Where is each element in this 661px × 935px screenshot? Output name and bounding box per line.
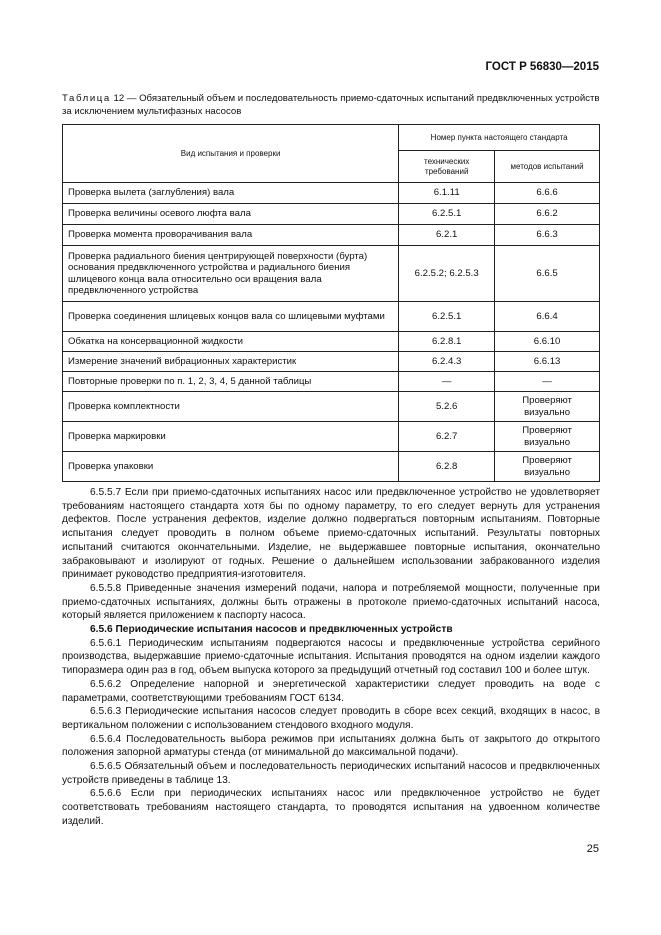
row-meth: 6.6.2	[495, 204, 600, 225]
row-req: 6.2.1	[399, 225, 495, 246]
row-name: Проверка радиального биения центрирующей поверхности (бурта) основания предвключенного устройства и радиального биения шлицевого конца вала относительно оси вращения вала предвключенного устройства	[63, 246, 399, 302]
row-name: Обкатка на консервационной жидкости	[63, 332, 399, 352]
caption-label: Таблица	[62, 93, 111, 104]
table-row	[63, 332, 600, 352]
row-meth: Проверяют визуально	[495, 422, 600, 452]
standard-number: ГОСТ Р 56830—2015	[485, 61, 599, 73]
row-meth: 6.6.4	[495, 302, 600, 332]
section-heading: 6.5.6 Периодические испытания насосов и предвключенных устройств	[90, 624, 453, 636]
paragraph: 6.5.6.6 Если при периодических испытаниях насос или предвключенное устройство не будет соответствовать требованиям настоящего стандарта, то проводятся испытания на удвоенном количестве изделий.	[62, 788, 600, 827]
paragraph: 6.5.6.1 Периодическим испытаниям подвергаются насосы и предвключенные устройства серийного производства, выдержавшие приемо-сдаточные испытания. Испытания проводятся на одном изделии каждого типоразмера один раз в год, объем выпуска которого за предыдущий отчетный год составил 100 и более штук.	[62, 637, 600, 677]
paragraph: 6.5.6.5 Обязательный объем и последовательность периодических испытаний насосов и предвключенных устройств приведены в таблице 13.	[62, 761, 600, 786]
col-header-group: Номер пункта настоящего стандарта	[399, 125, 600, 151]
row-req: 6.2.4.3	[399, 352, 495, 372]
col-header-req: технических требований	[399, 151, 495, 183]
row-name: Измерение значений вибрационных характеристик	[63, 352, 399, 372]
row-name: Проверка маркировки	[63, 422, 399, 452]
paragraph: 6.5.5.7 Если при приемо-сдаточных испытаниях насос или предвключенное устройство не удовлетворяет требованиям настоящего стандарта хотя бы по одному параметру, то его следует вернуть для устранения дефектов. После устранения дефектов, изделие должно подвергаться повторным испытаниям. Повторные испытания следует проводить в полном объеме приемо-сдаточных испытаний. Результаты повторных испытаний считаются окончательными. Изделие, не выдержавшее повторные испытания, окончательно забраковывают и изолируют от годных. Решение о дальнейшем использовании забракованного изделия принимает руководство предприятия-изготовителя.	[62, 487, 600, 581]
row-req: 6.2.5.1	[399, 302, 495, 332]
requirements-table	[62, 124, 600, 482]
col-header-test: Вид испытания и проверки	[63, 125, 399, 183]
row-name: Проверка момента проворачивания вала	[63, 225, 399, 246]
table-row	[63, 452, 600, 482]
row-name: Проверка соединения шлицевых концов вала со шлицевыми муфтами	[63, 302, 399, 332]
table-row	[63, 183, 600, 204]
row-req: 6.2.5.2; 6.2.5.3	[399, 246, 495, 302]
page-number: 25	[586, 843, 599, 855]
row-req: 6.2.5.1	[399, 204, 495, 225]
table-caption	[62, 93, 600, 118]
row-req: 6.2.8	[399, 452, 495, 482]
row-name: Проверка комплектности	[63, 392, 399, 422]
row-req: —	[399, 372, 495, 392]
paragraph: 6.5.6.3 Периодические испытания насосов следует проводить в сборе всех секций, входящих в насос, в вертикальном положении с использованием стендового входного модуля.	[62, 706, 600, 731]
row-meth: 6.6.10	[495, 332, 600, 352]
row-meth: —	[495, 372, 600, 392]
row-meth: 6.6.5	[495, 246, 600, 302]
paragraph: 6.5.6.4 Последовательность выбора режимов при испытаниях должна быть от закрытого до открытого положения запорной арматуры стенда (от минимальной до максимальной подачи).	[62, 733, 600, 759]
row-name: Проверка величины осевого люфта вала	[63, 204, 399, 225]
table-row	[63, 302, 600, 332]
caption-text: 12 — Обязательный объем и последовательность приемо-сдаточных испытаний предвключенных устройств за исключением мультифазных насосов	[62, 93, 600, 117]
paragraph: 6.5.5.8 Приведенные значения измерений подачи, напора и потребляемой мощности, полученные при приемо-сдаточных испытаниях, должны быть отражены в протоколе приемо-сдаточных испытаний насоса, который является приложением к паспорту насоса.	[62, 582, 600, 622]
col-header-meth: методов испытаний	[495, 151, 600, 183]
row-meth: 6.6.6	[495, 183, 600, 204]
row-name: Повторные проверки по п. 1, 2, 3, 4, 5 данной таблицы	[63, 372, 399, 392]
row-meth: 6.6.13	[495, 352, 600, 372]
table-row	[63, 246, 600, 302]
table-row	[63, 204, 600, 225]
row-meth: Проверяют визуально	[495, 392, 600, 422]
row-name: Проверка упаковки	[63, 452, 399, 482]
table-row	[63, 372, 600, 392]
table-row	[63, 422, 600, 452]
row-req: 5.2.6	[399, 392, 495, 422]
row-req: 6.2.7	[399, 422, 495, 452]
table-row	[63, 225, 600, 246]
row-req: 6.2.8.1	[399, 332, 495, 352]
body-text	[62, 486, 600, 829]
row-meth: 6.6.3	[495, 225, 600, 246]
table-row	[63, 352, 600, 372]
paragraph: 6.5.6.2 Определение напорной и энергетической характеристики следует проводить на воде с параметрами, соответствующими требованиям ГОСТ 6134.	[62, 678, 600, 704]
row-meth: Проверяют визуально	[495, 452, 600, 482]
row-req: 6.1.11	[399, 183, 495, 204]
table-row	[63, 392, 600, 422]
row-name: Проверка вылета (заглубления) вала	[63, 183, 399, 204]
